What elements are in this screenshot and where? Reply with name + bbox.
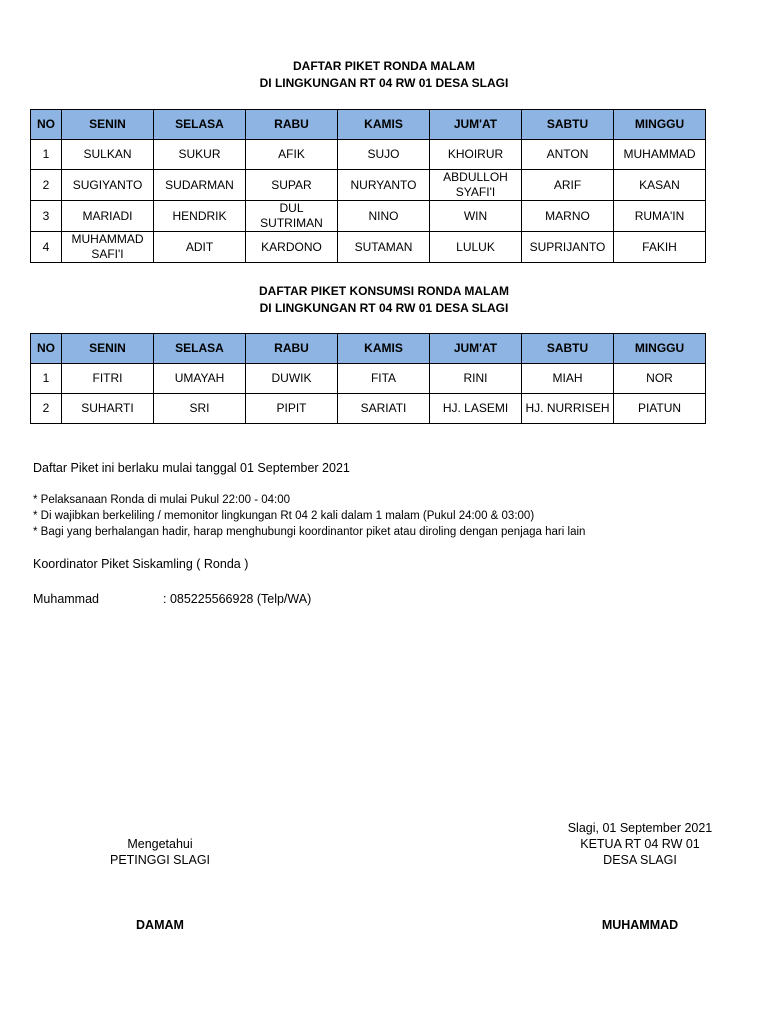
table1-title-line2: DI LINGKUNGAN RT 04 RW 01 DESA SLAGI bbox=[259, 76, 509, 90]
table-cell: 3 bbox=[31, 201, 62, 232]
right-sign-line1: KETUA RT 04 RW 01 bbox=[580, 837, 700, 851]
table-cell: 4 bbox=[31, 232, 62, 263]
table-cell: FITA bbox=[338, 364, 430, 394]
table2-header-cell: RABU bbox=[246, 334, 338, 364]
table-cell: LULUK bbox=[430, 232, 522, 263]
table-row bbox=[31, 170, 706, 201]
table-row bbox=[31, 394, 706, 424]
table-cell: NURYANTO bbox=[338, 170, 430, 201]
table-cell: SRI bbox=[154, 394, 246, 424]
coordinator-name: Muhammad bbox=[33, 592, 99, 606]
table-cell: KARDONO bbox=[246, 232, 338, 263]
table1-header-row bbox=[31, 110, 706, 140]
table2-konsumsi-schedule bbox=[30, 333, 706, 424]
table2-header-cell: KAMIS bbox=[338, 334, 430, 364]
table-cell: FAKIH bbox=[614, 232, 706, 263]
table1-ronda-schedule bbox=[30, 109, 706, 263]
table2-title-line1: DAFTAR PIKET KONSUMSI RONDA MALAM bbox=[259, 284, 509, 298]
table-row bbox=[31, 364, 706, 394]
note-bullet-1: * Pelaksanaan Ronda di mulai Pukul 22:00 - 04:00 bbox=[33, 494, 291, 506]
table-cell: SULKAN bbox=[62, 140, 154, 170]
left-sign-line1: Mengetahui bbox=[127, 837, 193, 851]
table-cell: MIAH bbox=[522, 364, 614, 394]
table-cell: SARIATI bbox=[338, 394, 430, 424]
table1-header-cell: MINGGU bbox=[614, 110, 706, 140]
table1-header-cell: RABU bbox=[246, 110, 338, 140]
right-sign-date: Slagi, 01 September 2021 bbox=[567, 821, 713, 835]
coordinator-contact: : 085225566928 (Telp/WA) bbox=[163, 592, 312, 606]
table1-header-cell: SABTU bbox=[522, 110, 614, 140]
table2-title-line2: DI LINGKUNGAN RT 04 RW 01 DESA SLAGI bbox=[259, 301, 509, 315]
table-cell: 1 bbox=[31, 364, 62, 394]
table1-title-line1: DAFTAR PIKET RONDA MALAM bbox=[293, 59, 475, 73]
coordinator-heading: Koordinator Piket Siskamling ( Ronda ) bbox=[33, 557, 249, 571]
table-row bbox=[31, 140, 706, 170]
table-row bbox=[31, 201, 706, 232]
table1-header-cell: JUM'AT bbox=[430, 110, 522, 140]
table-row bbox=[31, 232, 706, 263]
table-cell: RUMA'IN bbox=[614, 201, 706, 232]
table2-header-row bbox=[31, 334, 706, 364]
table-cell: KASAN bbox=[614, 170, 706, 201]
left-sign-line2: PETINGGI SLAGI bbox=[109, 853, 211, 867]
table-cell: HJ. NURRISEH bbox=[522, 394, 614, 424]
table-cell: 2 bbox=[31, 170, 62, 201]
table-cell: PIPIT bbox=[246, 394, 338, 424]
table-cell: ABDULLOH SYAFI'I bbox=[430, 170, 522, 201]
right-sign-line2: DESA SLAGI bbox=[603, 853, 677, 867]
table-cell: NOR bbox=[614, 364, 706, 394]
table-cell: PIATUN bbox=[614, 394, 706, 424]
table-cell: HENDRIK bbox=[154, 201, 246, 232]
table-cell: HJ. LASEMI bbox=[430, 394, 522, 424]
table-cell: ANTON bbox=[522, 140, 614, 170]
right-sign-name: MUHAMMAD bbox=[601, 918, 679, 932]
table1-header-cell: SENIN bbox=[62, 110, 154, 140]
table-cell: 2 bbox=[31, 394, 62, 424]
table-cell: ADIT bbox=[154, 232, 246, 263]
table2-header-cell: JUM'AT bbox=[430, 334, 522, 364]
table-cell: MARNO bbox=[522, 201, 614, 232]
table-cell: 1 bbox=[31, 140, 62, 170]
table-cell: SUTAMAN bbox=[338, 232, 430, 263]
table-cell: AFIK bbox=[246, 140, 338, 170]
table1-header-cell: NO bbox=[31, 110, 62, 140]
table-cell: SUHARTI bbox=[62, 394, 154, 424]
table-cell: DUWIK bbox=[246, 364, 338, 394]
table-cell: WIN bbox=[430, 201, 522, 232]
note-bullet-2: * Di wajibkan berkeliling / memonitor lingkungan Rt 04 2 kali dalam 1 malam (Pukul 24:00 & 03:00) bbox=[33, 510, 535, 522]
table2-header-cell: NO bbox=[31, 334, 62, 364]
table-cell: FITRI bbox=[62, 364, 154, 394]
table2-title bbox=[0, 283, 768, 317]
table-cell: SUKUR bbox=[154, 140, 246, 170]
table-cell: MUHAMMAD SAFI'I bbox=[62, 232, 154, 263]
valid-from-note: Daftar Piket ini berlaku mulai tanggal 01 September 2021 bbox=[33, 461, 350, 475]
table-cell: UMAYAH bbox=[154, 364, 246, 394]
table-cell: MARIADI bbox=[62, 201, 154, 232]
table-cell: SUPAR bbox=[246, 170, 338, 201]
table1-title bbox=[0, 58, 768, 92]
table-cell: MUHAMMAD bbox=[614, 140, 706, 170]
table-cell: SUJO bbox=[338, 140, 430, 170]
table-cell: KHOIRUR bbox=[430, 140, 522, 170]
table2-header-cell: MINGGU bbox=[614, 334, 706, 364]
table2-header-cell: SABTU bbox=[522, 334, 614, 364]
table-cell: RINI bbox=[430, 364, 522, 394]
table-cell: SUGIYANTO bbox=[62, 170, 154, 201]
table1-header-cell: KAMIS bbox=[338, 110, 430, 140]
table2-header-cell: SENIN bbox=[62, 334, 154, 364]
table1-header-cell: SELASA bbox=[154, 110, 246, 140]
table-cell: NINO bbox=[338, 201, 430, 232]
table-cell: DUL SUTRIMAN bbox=[246, 201, 338, 232]
table-cell: SUDARMAN bbox=[154, 170, 246, 201]
left-sign-name: DAMAM bbox=[136, 918, 184, 932]
table2-header-cell: SELASA bbox=[154, 334, 246, 364]
table-cell: ARIF bbox=[522, 170, 614, 201]
note-bullet-3: * Bagi yang berhalangan hadir, harap menghubungi koordinantor piket atau diroling dengan penjaga hari lain bbox=[33, 526, 586, 538]
table-cell: SUPRIJANTO bbox=[522, 232, 614, 263]
